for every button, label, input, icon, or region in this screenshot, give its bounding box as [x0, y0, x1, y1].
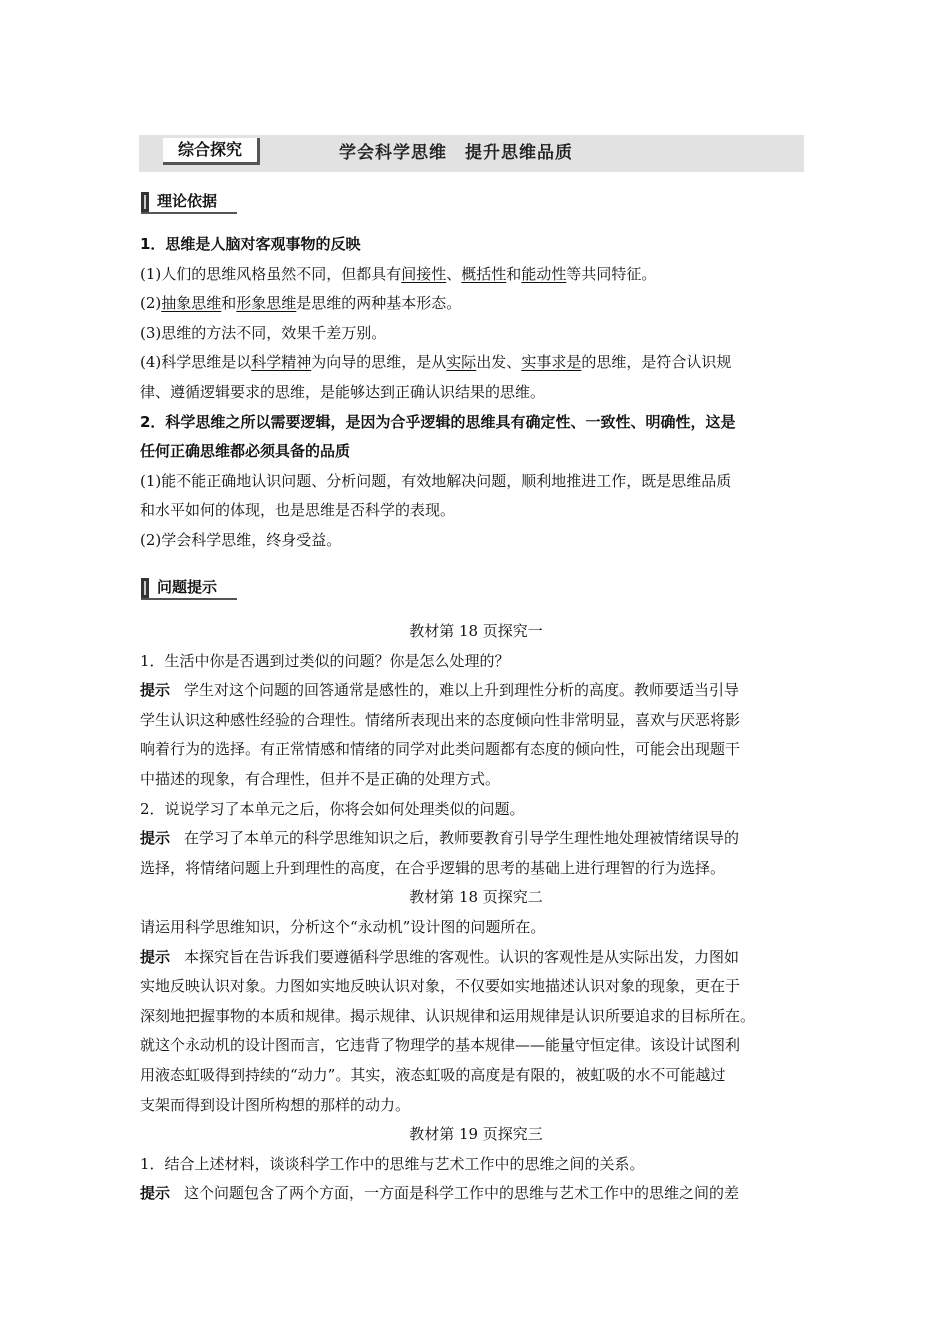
section-underline — [141, 212, 237, 214]
section-underline — [141, 598, 237, 600]
theory-content — [140, 230, 812, 556]
question: 请运用科学思维知识，分析这个“永动机”设计图的问题所在。 — [140, 917, 546, 936]
section-header-theory — [141, 190, 237, 214]
answer: 提示 本探究旨在告诉我们要遵循科学思维的客观性。认识的客观性是从实际出发，力图如 — [140, 947, 740, 966]
key-term: 概括性 — [461, 264, 507, 283]
answer-continued: 就这个永动机的设计图而言，它违背了物理学的基本规律——能量守恒定律。该设计试图利 — [140, 1036, 741, 1055]
key-term: 形象思维 — [236, 294, 297, 313]
question: 1．结合上述材料，谈谈科学工作中的思维与艺术工作中的思维之间的关系。 — [140, 1154, 645, 1173]
answer-continued: 支架而得到设计图所构想的那样的动力。 — [140, 1095, 411, 1114]
tip-label: 提示 — [140, 1184, 171, 1203]
key-term: 间接性 — [401, 264, 447, 283]
section-title: 理论依据 — [157, 192, 218, 210]
key-term: 实际 — [446, 353, 477, 372]
paragraph: (1)人们的思维风格虽然不同，但都具有间接性、概括性和能动性等共同特征。 — [140, 264, 657, 283]
paragraph: (3)思维的方法不同，效果千差万别。 — [140, 323, 387, 342]
chapter-banner — [139, 135, 804, 172]
answer-continued: 选择，将情绪问题上升到理性的高度，在合乎逻辑的思考的基础上进行理智的行为选择。 — [140, 858, 726, 877]
answer: 提示 这个问题包含了两个方面，一方面是科学工作中的思维与艺术工作中的思维之间的差 — [140, 1184, 740, 1203]
paragraph: (4)科学思维是以科学精神为向导的思维，是从实际出发、实事求是的思维，是符合认识规 — [140, 353, 732, 372]
hints-content — [140, 617, 812, 1209]
exploration-title: 教材第 19 页探究三 — [409, 1125, 543, 1144]
key-term: 科学精神 — [251, 353, 312, 372]
section-marker-icon — [141, 192, 149, 212]
section-header-hints — [141, 576, 237, 600]
paragraph-continued: 和水平如何的体现，也是思维是否科学的表现。 — [140, 501, 456, 520]
heading-1: 1．思维是人脑对客观事物的反映 — [140, 235, 361, 253]
question: 1．生活中你是否遇到过类似的问题？你是怎么处理的？ — [140, 651, 510, 670]
banner-tag: 综合探究 — [163, 138, 260, 165]
section-title: 问题提示 — [157, 578, 218, 596]
answer-continued: 中描述的现象，有合理性，但并不是正确的处理方式。 — [140, 769, 501, 788]
answer-continued: 深刻地把握事物的本质和规律。揭示规律、认识规律和运用规律是认识所要追求的目标所在。 — [140, 1006, 756, 1025]
key-term: 实事求是 — [521, 353, 582, 372]
answer-continued: 学生认识这种感性经验的合理性。情绪所表现出来的态度倾向性非常明显，喜欢与厌恶将影 — [140, 710, 741, 729]
paragraph-continued: 律、遵循逻辑要求的思维，是能够达到正确认识结果的思维。 — [140, 382, 546, 401]
tip-label: 提示 — [140, 681, 171, 700]
question: 2．说说学习了本单元之后，你将会如何处理类似的问题。 — [140, 799, 525, 818]
paragraph: (2)学会科学思维，终身受益。 — [140, 530, 342, 549]
paragraph: (2)抽象思维和形象思维是思维的两种基本形态。 — [140, 294, 462, 313]
exploration-title: 教材第 18 页探究二 — [409, 888, 543, 907]
answer: 提示 在学习了本单元的科学思维知识之后，教师要教育引导学生理性地处理被情绪误导的 — [140, 829, 740, 848]
answer-continued: 响着行为的选择。有正常情感和情绪的同学对此类问题都有态度的倾向性，可能会出现题干 — [140, 740, 741, 759]
tip-label: 提示 — [140, 947, 171, 966]
tip-label: 提示 — [140, 829, 171, 848]
answer-continued: 实地反映认识对象。力图如实地反映认识对象，不仅要如实地描述认识对象的现象，更在于 — [140, 977, 741, 996]
exploration-title: 教材第 18 页探究一 — [409, 622, 543, 640]
key-term: 抽象思维 — [161, 294, 222, 313]
key-term: 能动性 — [521, 264, 567, 283]
answer: 提示 学生对这个问题的回答通常是感性的，难以上升到理性分析的高度。教师要适当引导 — [140, 681, 740, 700]
heading-2-continued: 任何正确思维都必须具备的品质 — [140, 442, 351, 461]
answer-continued: 用液态虹吸得到持续的“动力”。其实，液态虹吸的高度是有限的，被虹吸的水不可能越过 — [140, 1065, 726, 1084]
banner-title: 学会科学思维 提升思维品质 — [339, 143, 573, 163]
section-marker-icon — [141, 578, 149, 598]
paragraph: (1)能不能正确地认识问题、分析问题，有效地解决问题，顺利地推进工作，既是思维品质 — [140, 471, 732, 490]
heading-2: 2．科学思维之所以需要逻辑，是因为合乎逻辑的思维具有确定性、一致性、明确性，这是 — [140, 412, 736, 431]
